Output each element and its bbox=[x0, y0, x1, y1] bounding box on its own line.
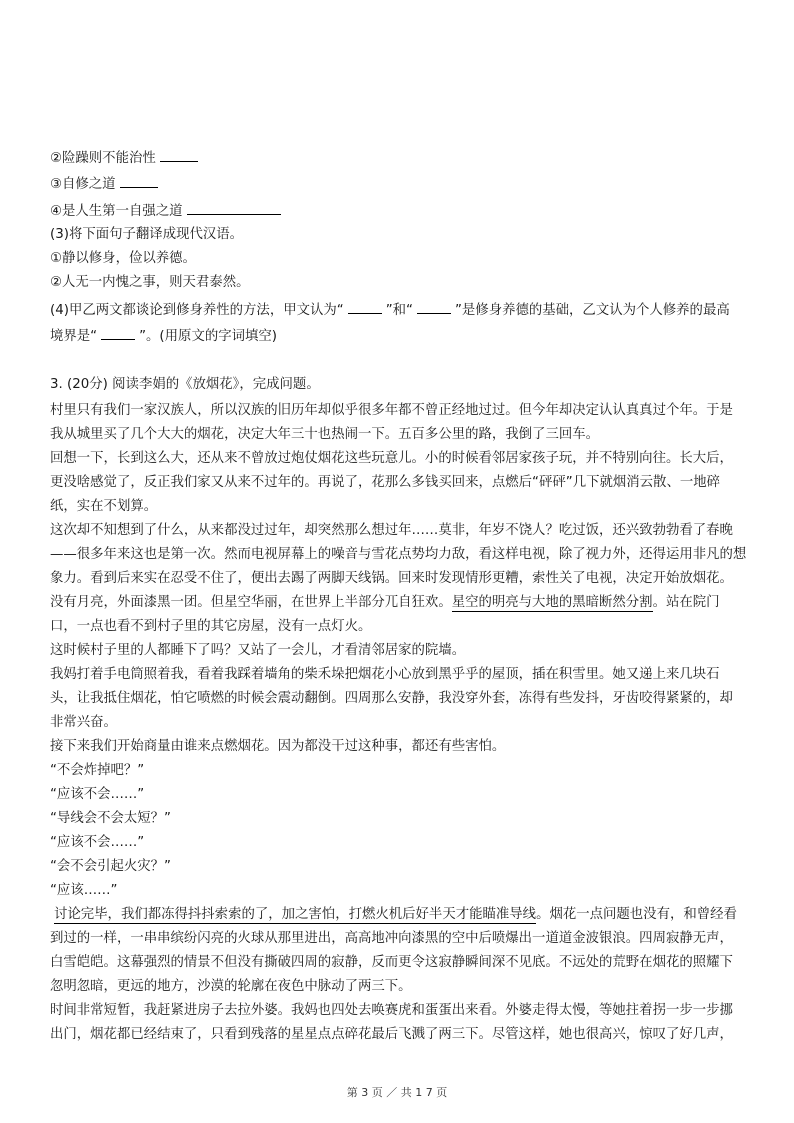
passage-line: ——很多年来这也是第一次。然而电视屏幕上的噪音与雪花点势均力敌，看这样电视，除了视力外，还得运用非凡的想 bbox=[50, 547, 747, 562]
q3-prompt: (3)将下面句子翻译成现代汉语。 bbox=[50, 227, 244, 242]
subitem-2: ②险躁则不能治性 bbox=[50, 148, 202, 168]
dialogue-line: “应该……” bbox=[50, 883, 118, 898]
dialogue-line: “导线会不会太短？” bbox=[50, 811, 171, 826]
passage-line: 非常兴奋。 bbox=[50, 715, 117, 730]
question-3-header: 3. (20分) 阅读李娟的《放烟花》，完成问题。 bbox=[50, 377, 320, 392]
answer-blank bbox=[348, 300, 382, 314]
subitem-3: ③自修之道 bbox=[50, 174, 162, 194]
passage-line: 出门，烟花都已经结束了，只看到残落的星星点点碎花最后飞溅了两三下。尽管这样，她也很高兴，惊叹了好几声， bbox=[50, 1027, 733, 1042]
passage-line: 回想一下，长到这么大，还从来不曾放过炮仗烟花这些玩意儿。小的时候看邻居家孩子玩，并不特别向往。长大后， bbox=[50, 451, 733, 466]
passage-line: 我从城里买了几个大大的烟花，决定大年三十也热闹一下。五百多公里的路，我倒了三回车。 bbox=[50, 427, 600, 442]
q3-sentence-2: ②人无一内愧之事，则天君泰然。 bbox=[50, 275, 250, 290]
page-footer: 第 3 页 ／ 共 1 7 页 bbox=[346, 1086, 448, 1099]
passage-line: 这时候村子里的人都睡下了吗？又站了一会儿，才看清邻居家的院墙。 bbox=[50, 643, 466, 658]
passage-line: 到过的一样，一串串缤纷闪亮的火球从那里进出，高高地冲向漆黑的空中后喷爆出一道道金波银浪。四周寂静无声， bbox=[50, 931, 733, 946]
answer-blank bbox=[120, 174, 158, 188]
passage-line: 更没啥感觉了，反正我们家又从来不过年的。再说了，花那么多钱买回来，点燃后“砰砰”几下就烟消云散、一地碎 bbox=[50, 475, 721, 490]
q4-line-1: (4)甲乙两文都谈论到修身养性的方法，甲文认为“ ”和“ ”是修身养德的基础，乙文认为个人修养的最高 bbox=[50, 300, 730, 320]
passage-line: 这次却不知想到了什么，从来都没过过年，却突然那么想过年……莫非，年岁不饶人？吃过饭，还兴致勃勃看了春晚 bbox=[50, 523, 733, 538]
answer-blank bbox=[101, 326, 135, 340]
passage-line: 时间非常短暂，我赶紧进房子去拉外婆。我妈也四处去唤赛虎和蛋蛋出来看。外婆走得太慢，等她拄着拐一步一步挪 bbox=[50, 1003, 733, 1018]
passage-line: 白雪皑皑。这幕强烈的情景不但没有撕破四周的寂静，反而更令这寂静瞬间深不见底。不远处的荒野在烟花的照耀下 bbox=[50, 955, 733, 970]
q3-sentence-1: ①静以修身，俭以养德。 bbox=[50, 251, 196, 266]
passage-line: 象力。看到后来实在忍受不住了，便出去踢了两脚天线锅。回来时发现情形更糟，索性关了电视，决定开始放烟花。 bbox=[50, 571, 733, 586]
passage-line: 接下来我们开始商量由谁来点燃烟花。因为都没干过这种事，都还有些害怕。 bbox=[50, 739, 506, 754]
passage-line: 讨论完毕，我们都冻得抖抖索索的了，加之害怕，打燃火机后好半天才能瞄准导线。烟花一点问题也没有，和曾经看 bbox=[54, 907, 737, 922]
passage-line: 纸，实在不划算。 bbox=[50, 499, 158, 514]
q4-line-2: 境界是“ ”。(用原文的字词填空) bbox=[50, 326, 277, 346]
passage-line: 口，一点也看不到村子里的其它房屋，没有一点灯火。 bbox=[50, 619, 372, 634]
dialogue-line: “会不会引起火灾？” bbox=[50, 859, 171, 874]
passage-line: 村里只有我们一家汉族人，所以汉族的旧历年却似乎很多年都不曾正经地过过。但今年却决定认认真真过个年。于是 bbox=[50, 403, 733, 418]
passage-line: 我妈打着手电筒照着我，看着我踩着墙角的柴禾垛把烟花小心放到黑乎乎的屋顶，插在积雪里。她又递上来几块石 bbox=[50, 667, 720, 682]
dialogue-line: “应该不会……” bbox=[50, 835, 145, 850]
underlined-sentence: 讨论完毕，我们都冻得抖抖索索的了，加之害怕，打燃火机后好半天才能瞄准导线 bbox=[54, 907, 537, 922]
passage-line: 头，让我抵住烟花，怕它喷燃的时候会震动翻倒。四周那么安静，我没穿外套，冻得有些发抖，牙齿咬得紧紧的，却 bbox=[50, 691, 733, 706]
subitem-4: ④是人生第一自强之道 bbox=[50, 201, 285, 221]
answer-blank bbox=[187, 201, 281, 215]
underlined-sentence: 星空的明亮与大地的黑暗断然分割 bbox=[451, 595, 653, 610]
answer-blank bbox=[160, 148, 198, 162]
dialogue-line: “不会炸掉吧？” bbox=[50, 763, 145, 778]
passage-line: 忽明忽暗，更远的地方，沙漠的轮廓在夜色中脉动了两三下。 bbox=[50, 979, 412, 994]
dialogue-line: “应该不会……” bbox=[50, 787, 145, 802]
answer-blank bbox=[417, 300, 451, 314]
passage-line: 没有月亮，外面漆黑一团。但星空华丽，在世界上半部分兀自狂欢。星空的明亮与大地的黑暗断然分割。站在院门 bbox=[50, 595, 720, 610]
